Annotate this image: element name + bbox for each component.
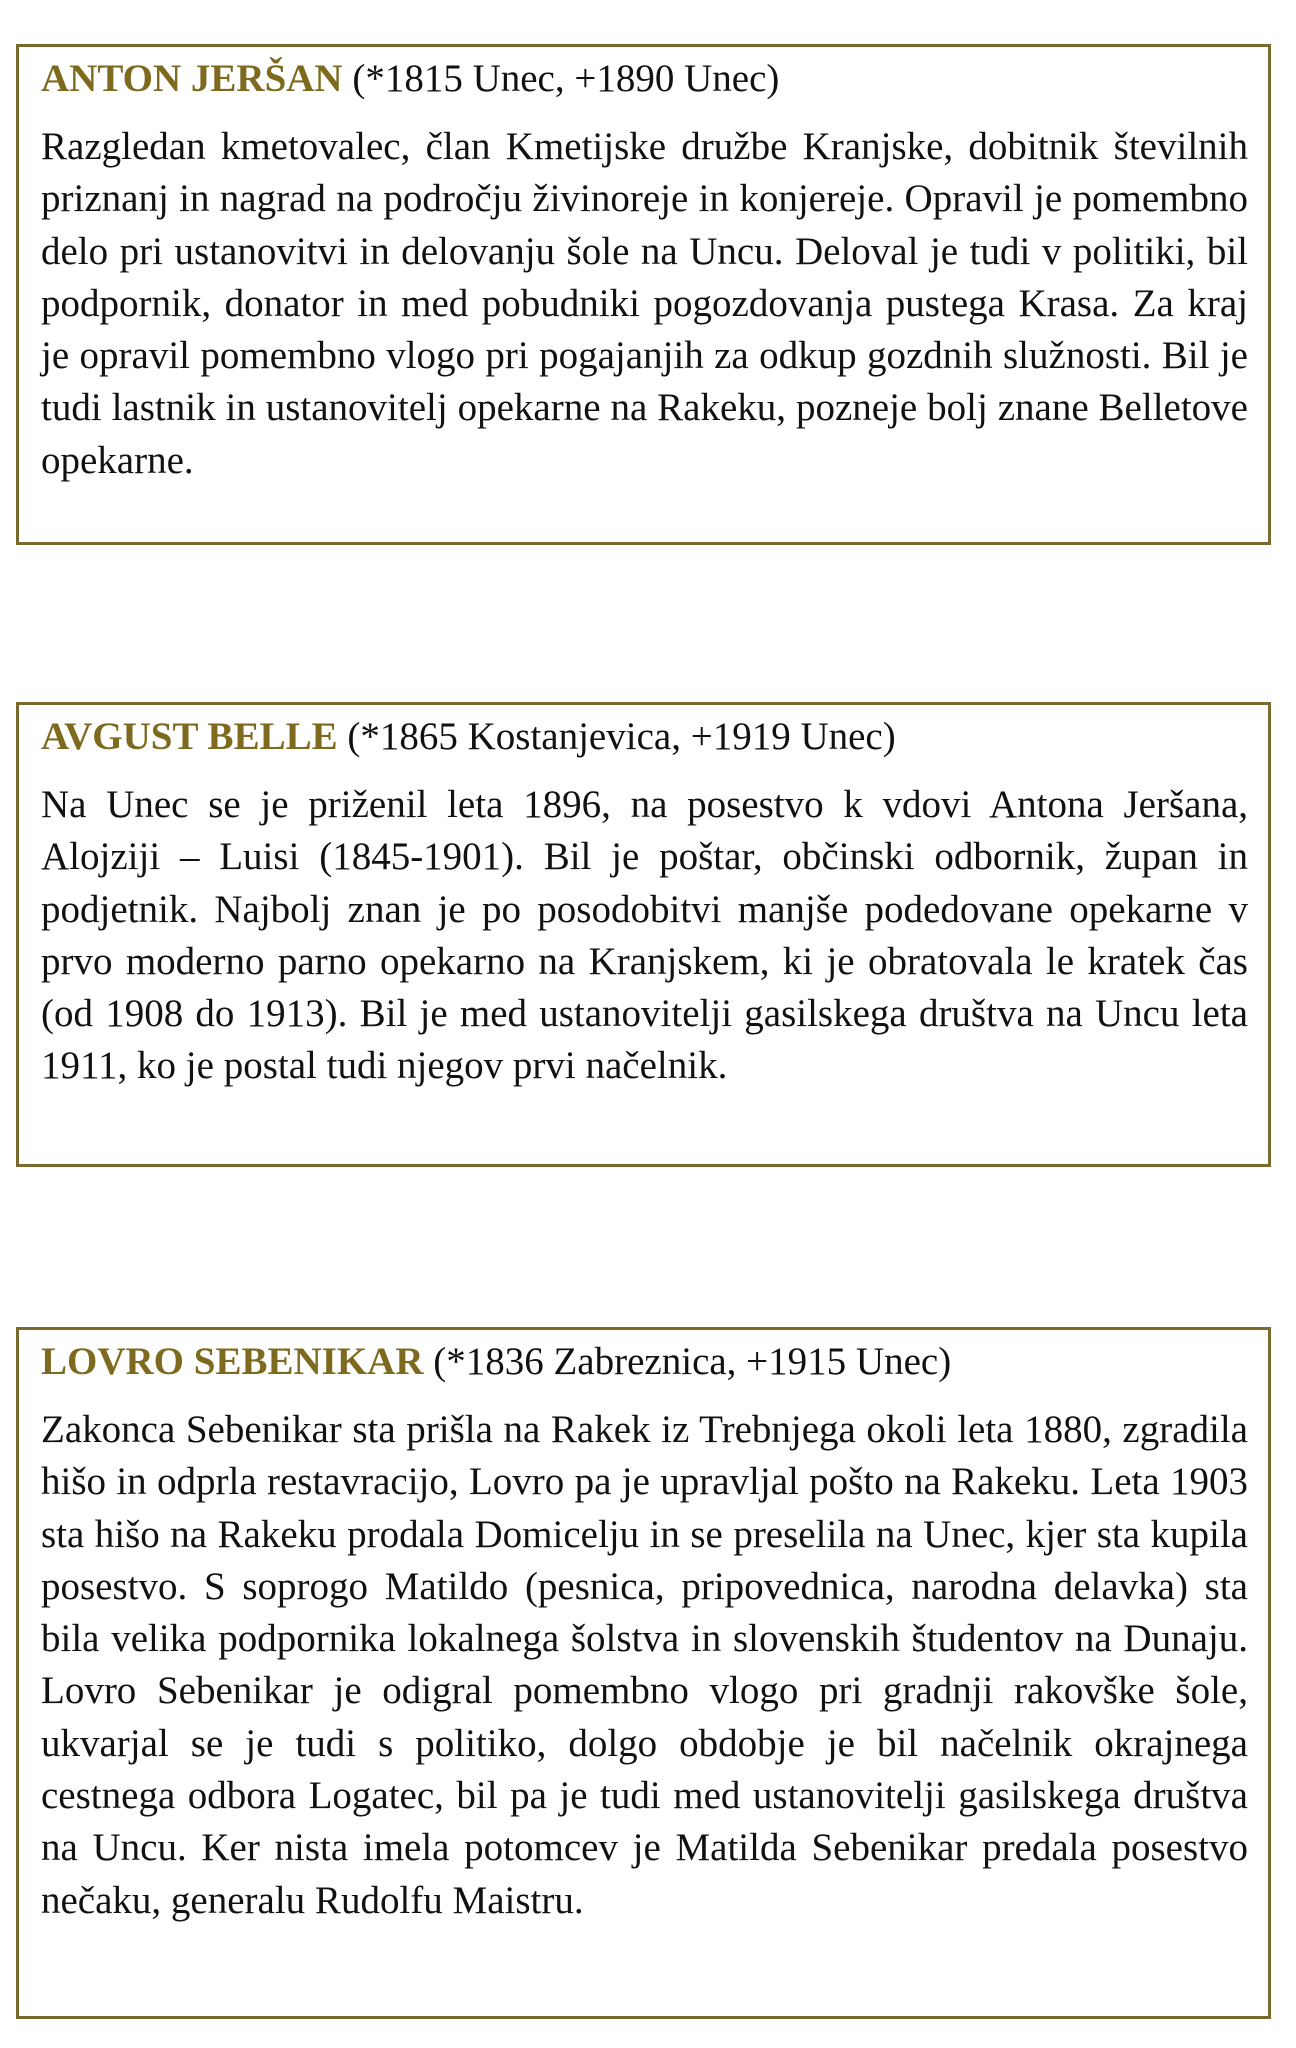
biography-text: Na Unec se je priženil leta 1896, na posestvo k vdovi Antona Jeršana, Alojziji – Luisi (1845-1901). Bil je poštar, občinski odbornik, župan in podjetnik. Najbolj znan je po posodobitvi manjše podedovane opekarne v prvo moderno parno opekarno na Kranjskem, ki je obratovala le kratek čas (od 1908 do 1913). Bil je med ustanovitelji gasilskega društva na Uncu leta 1911, ko je postal tudi njegov prvi načelnik. <box>41 783 1248 1088</box>
biography-heading <box>41 711 1248 763</box>
person-dates: (*1865 Kostanjevica, +1919 Unec) <box>337 715 896 758</box>
biography-heading <box>41 53 1248 105</box>
person-name: ANTON JERŠAN <box>41 57 343 100</box>
person-name: LOVRO SEBENIKAR <box>41 1340 424 1383</box>
biography-text: Zakonca Sebenikar sta prišla na Rakek iz Trebnjega okoli leta 1880, zgradila hišo in odprla restavracijo, Lovro pa je upravljal pošto na Rakeku. Leta 1903 sta hišo na Rakeku prodala Domicelju in se preselila na Unec, kjer sta kupila posestvo. S soprogo Matildo (pesnica, pripovednica, narodna delavka) sta bila velika podpornika lokalnega šolstva in slovenskih študentov na Dunaju. Lovro Sebenikar je odigral pomembno vlogo pri gradnji rakovške šole, ukvarjal se je tudi s politiko, dolgo obdobje je bil načelnik okrajnega cestnega odbora Logatec, bil pa je tudi med ustanovitelji gasilskega društva na Uncu. Ker nista imela potomcev je Matilda Sebenikar predala posestvo nečaku, generalu Rudolfu Maistru. <box>41 1408 1248 1922</box>
biography-card-jersan <box>16 44 1271 545</box>
person-dates: (*1836 Zabreznica, +1915 Unec) <box>423 1340 952 1383</box>
biography-heading <box>41 1336 1248 1388</box>
person-name: AVGUST BELLE <box>41 715 338 758</box>
person-dates: (*1815 Unec, +1890 Unec) <box>342 57 780 100</box>
biography-text: Razgledan kmetovalec, član Kmetijske družbe Kranjske, dobitnik številnih priznanj in nagrad na področju živinoreje in konjereje. Opravil je pomembno delo pri ustanovitvi in delovanju šole na Uncu. Deloval je tudi v politiki, bil podpornik, donator in med pobudniki pogozdovanja pustega Krasa. Za kraj je opravil pomembno vlogo pri pogajanjih za odkup gozdnih služnosti. Bil je tudi lastnik in ustanovitelj opekarne na Rakeku, pozneje bolj znane Belletove opekarne. <box>41 125 1248 482</box>
biography-card-belle <box>16 702 1271 1167</box>
biography-card-sebenikar <box>16 1327 1271 2019</box>
